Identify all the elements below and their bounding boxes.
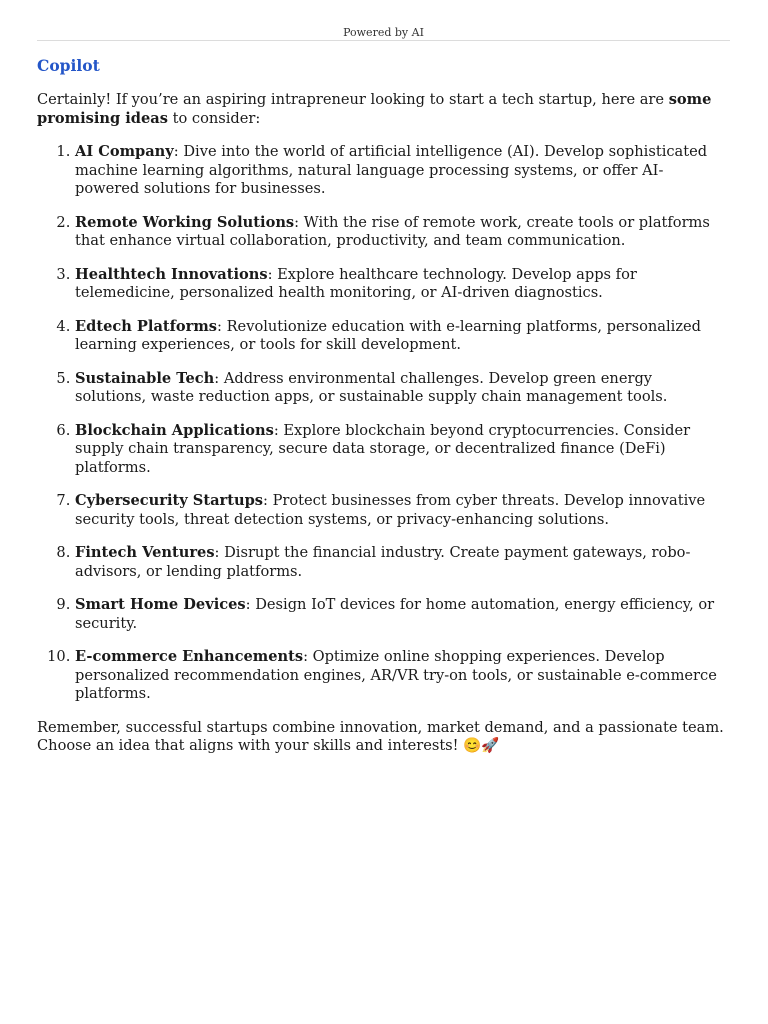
idea-description: : With the rise of remote work, create tools or platforms that enhance virtual collaboration, productivity, and team communication. — [75, 213, 710, 249]
idea-description: : Explore blockchain beyond cryptocurrencies. Consider supply chain transparency, secure data storage, or decentralized finance (DeFi) platforms. — [75, 421, 691, 476]
intro-emphasis: some promising ideas — [37, 91, 712, 127]
idea-title: Remote Working Solutions — [75, 213, 295, 231]
idea-description: : Explore healthcare technology. Develop apps for telemedicine, personalized health monitoring, or AI-driven diagnostics. — [75, 265, 637, 301]
idea-title: Healthtech Innovations — [75, 265, 268, 283]
list-item — [75, 544, 727, 581]
closing-paragraph: Remember, successful startups combine innovation, market demand, and a passionate team. Choose an idea that aligns with your skills and interests! 😊🚀 — [37, 718, 724, 754]
idea-title: Sustainable Tech — [75, 369, 215, 387]
list-item — [75, 596, 727, 633]
idea-description: : Protect businesses from cyber threats. Develop innovative security tools, threat detection systems, or privacy-enhancing solutions. — [75, 492, 706, 528]
ideas-list — [37, 143, 727, 704]
idea-description: : Disrupt the financial industry. Create payment gateways, robo-advisors, or lending platforms. — [75, 544, 691, 580]
list-item — [75, 648, 727, 704]
response-body — [37, 91, 727, 756]
idea-title: Edtech Platforms — [75, 317, 218, 335]
idea-description: : Revolutionize education with e-learning platforms, personalized learning experiences, or tools for skill development. — [75, 317, 701, 353]
idea-title: Cybersecurity Startups — [75, 492, 264, 509]
list-item — [75, 318, 727, 355]
idea-title: Smart Home Devices — [75, 596, 246, 613]
intro-text-end: to consider: — [167, 109, 261, 127]
list-item — [75, 266, 727, 303]
list-item — [75, 492, 727, 529]
intro-paragraph — [37, 91, 727, 128]
idea-title: Blockchain Applications — [75, 421, 274, 439]
list-item — [75, 422, 727, 478]
idea-description: : Design IoT devices for home automation, energy efficiency, or security. — [75, 596, 715, 632]
list-item — [75, 370, 727, 407]
list-item — [75, 214, 727, 251]
list-item — [75, 143, 727, 199]
assistant-name: Copilot — [37, 56, 100, 75]
idea-title: E-commerce Enhancements — [75, 648, 304, 665]
idea-title: Fintech Ventures — [75, 544, 215, 561]
page-header — [37, 26, 730, 41]
idea-description: : Dive into the world of artificial intelligence (AI). Develop sophisticated machine learning algorithms, natural language processing systems, or offer AI-powered solutions for businesses. — [75, 143, 708, 197]
powered-by-label: Powered by AI — [343, 26, 424, 39]
idea-title: AI Company — [75, 143, 174, 160]
idea-description: : Optimize online shopping experiences. Develop personalized recommendation engines, AR/VR try-on tools, or sustainable e-commerce platforms. — [75, 648, 717, 702]
intro-text-start: Certainly! If you’re an aspiring intrapreneur looking to start a tech startup, here are — [37, 91, 669, 108]
idea-description: : Address environmental challenges. Develop green energy solutions, waste reduction apps, or sustainable supply chain management tools. — [75, 369, 668, 405]
